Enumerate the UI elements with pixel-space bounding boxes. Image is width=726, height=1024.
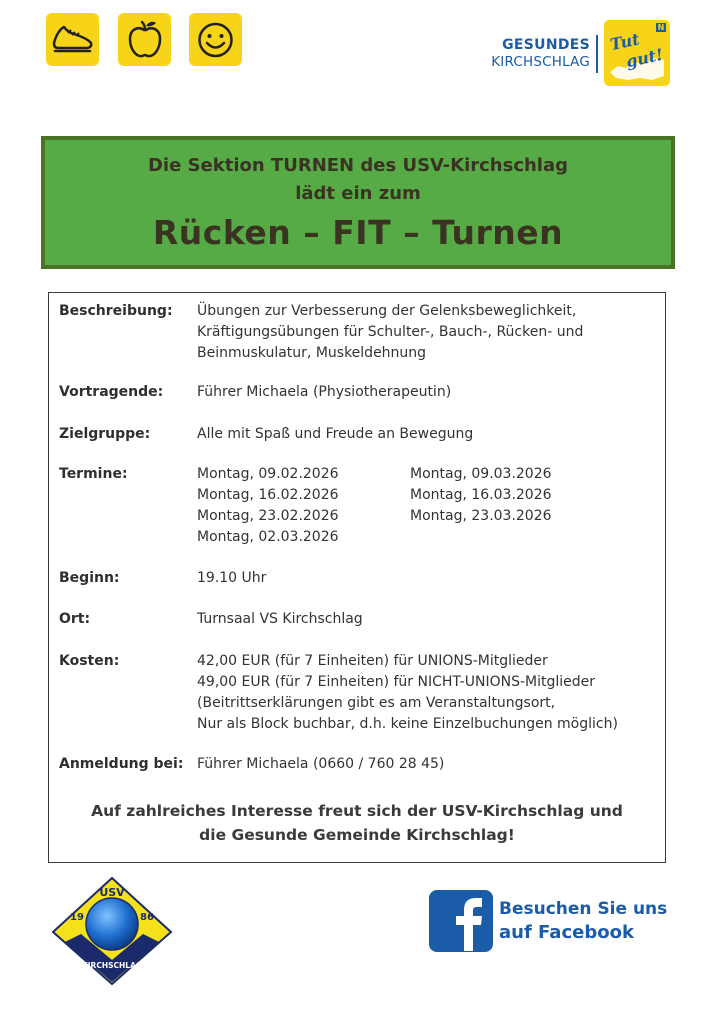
usv-logo-year-right: 86 <box>140 912 154 923</box>
shoe-icon <box>46 13 99 66</box>
smiley-tile <box>189 13 242 66</box>
badge-corner: N <box>657 23 665 32</box>
facebook-line1: Besuchen Sie uns <box>499 899 668 919</box>
termine-column-2 <box>410 464 552 527</box>
kosten-line: 49,00 EUR (für 7 Einheiten) für NICHT-UNIONS-Mitglieder <box>197 674 596 690</box>
value-ort: Turnsaal VS Kirchschlag <box>197 611 363 627</box>
badge-line1: Tut <box>608 29 642 55</box>
usv-kirchschlag-logo <box>51 876 173 986</box>
apple-icon <box>118 13 171 66</box>
termin-date: Montag, 23.02.2026 <box>197 508 339 524</box>
label-kosten: Kosten: <box>59 653 120 669</box>
facebook-icon[interactable] <box>428 889 494 953</box>
banner-title: Rücken – FIT – Turnen <box>152 213 564 252</box>
row-kosten <box>59 651 659 735</box>
banner-line2: lädt ein zum <box>295 183 421 204</box>
tut-gut-badge <box>604 20 670 86</box>
value-anmeldung: Führer Michaela (0660 / 760 28 45) <box>197 756 445 772</box>
beschreibung-line: Kräftigungsübungen für Schulter-, Bauch-, Rücken- und <box>197 324 584 340</box>
value-zielgruppe: Alle mit Spaß und Freude an Bewegung <box>197 426 474 442</box>
termin-date: Montag, 09.03.2026 <box>410 466 552 482</box>
brand-line2: KIRCHSCHLAG <box>491 54 590 70</box>
usv-logo-top: USV <box>99 886 125 899</box>
termin-date: Montag, 02.03.2026 <box>197 529 339 545</box>
usv-logo-year-left: 19 <box>70 912 84 923</box>
value-kosten <box>197 651 657 735</box>
value-vortragende: Führer Michaela (Physiotherapeutin) <box>197 384 452 400</box>
closing-line2: die Gesunde Gemeinde Kirchschlag! <box>199 826 515 844</box>
label-beschreibung: Beschreibung: <box>59 303 173 319</box>
row-termine <box>59 464 659 548</box>
termin-date: Montag, 23.03.2026 <box>410 508 552 524</box>
label-vortragende: Vortragende: <box>59 384 164 400</box>
beschreibung-line: Übungen zur Verbesserung der Gelenksbeweglichkeit, <box>197 303 577 319</box>
brand-divider <box>596 35 598 73</box>
termin-date: Montag, 09.02.2026 <box>197 466 339 482</box>
brand-line1: GESUNDES <box>502 37 590 53</box>
kosten-line: (Beitrittserklärungen gibt es am Veranstaltungsort, <box>197 695 556 711</box>
info-box <box>48 292 666 863</box>
label-anmeldung: Anmeldung bei: <box>59 756 184 772</box>
kosten-line: 42,00 EUR (für 7 Einheiten) für UNIONS-Mitglieder <box>197 653 548 669</box>
termin-date: Montag, 16.02.2026 <box>197 487 339 503</box>
closing-line1: Auf zahlreiches Interesse freut sich der USV-Kirchschlag und <box>91 802 623 820</box>
row-beschreibung <box>59 301 659 364</box>
shoe-tile <box>46 13 99 66</box>
closing-message <box>49 799 665 847</box>
value-beginn: 19.10 Uhr <box>197 570 267 586</box>
banner-line1: Die Sektion TURNEN des USV-Kirchschlag <box>147 155 569 176</box>
gesunde-gemeinde-brand <box>484 37 590 71</box>
kosten-line: Nur als Block buchbar, d.h. keine Einzelbuchungen möglich) <box>197 716 618 732</box>
beschreibung-line: Beinmuskulatur, Muskeldehnung <box>197 345 427 361</box>
label-ort: Ort: <box>59 611 91 627</box>
title-banner <box>41 136 675 269</box>
label-zielgruppe: Zielgruppe: <box>59 426 151 442</box>
label-termine: Termine: <box>59 466 128 482</box>
badge-line2: gut! <box>624 44 665 72</box>
termin-date: Montag, 16.03.2026 <box>410 487 552 503</box>
facebook-link[interactable] <box>499 898 667 944</box>
facebook-line2: auf Facebook <box>499 922 634 943</box>
usv-logo-bottom: KIRCHSCHLAG <box>81 961 143 970</box>
label-beginn: Beginn: <box>59 570 120 586</box>
apple-tile <box>118 13 171 66</box>
smiley-icon <box>189 13 242 66</box>
value-beschreibung <box>197 301 657 364</box>
